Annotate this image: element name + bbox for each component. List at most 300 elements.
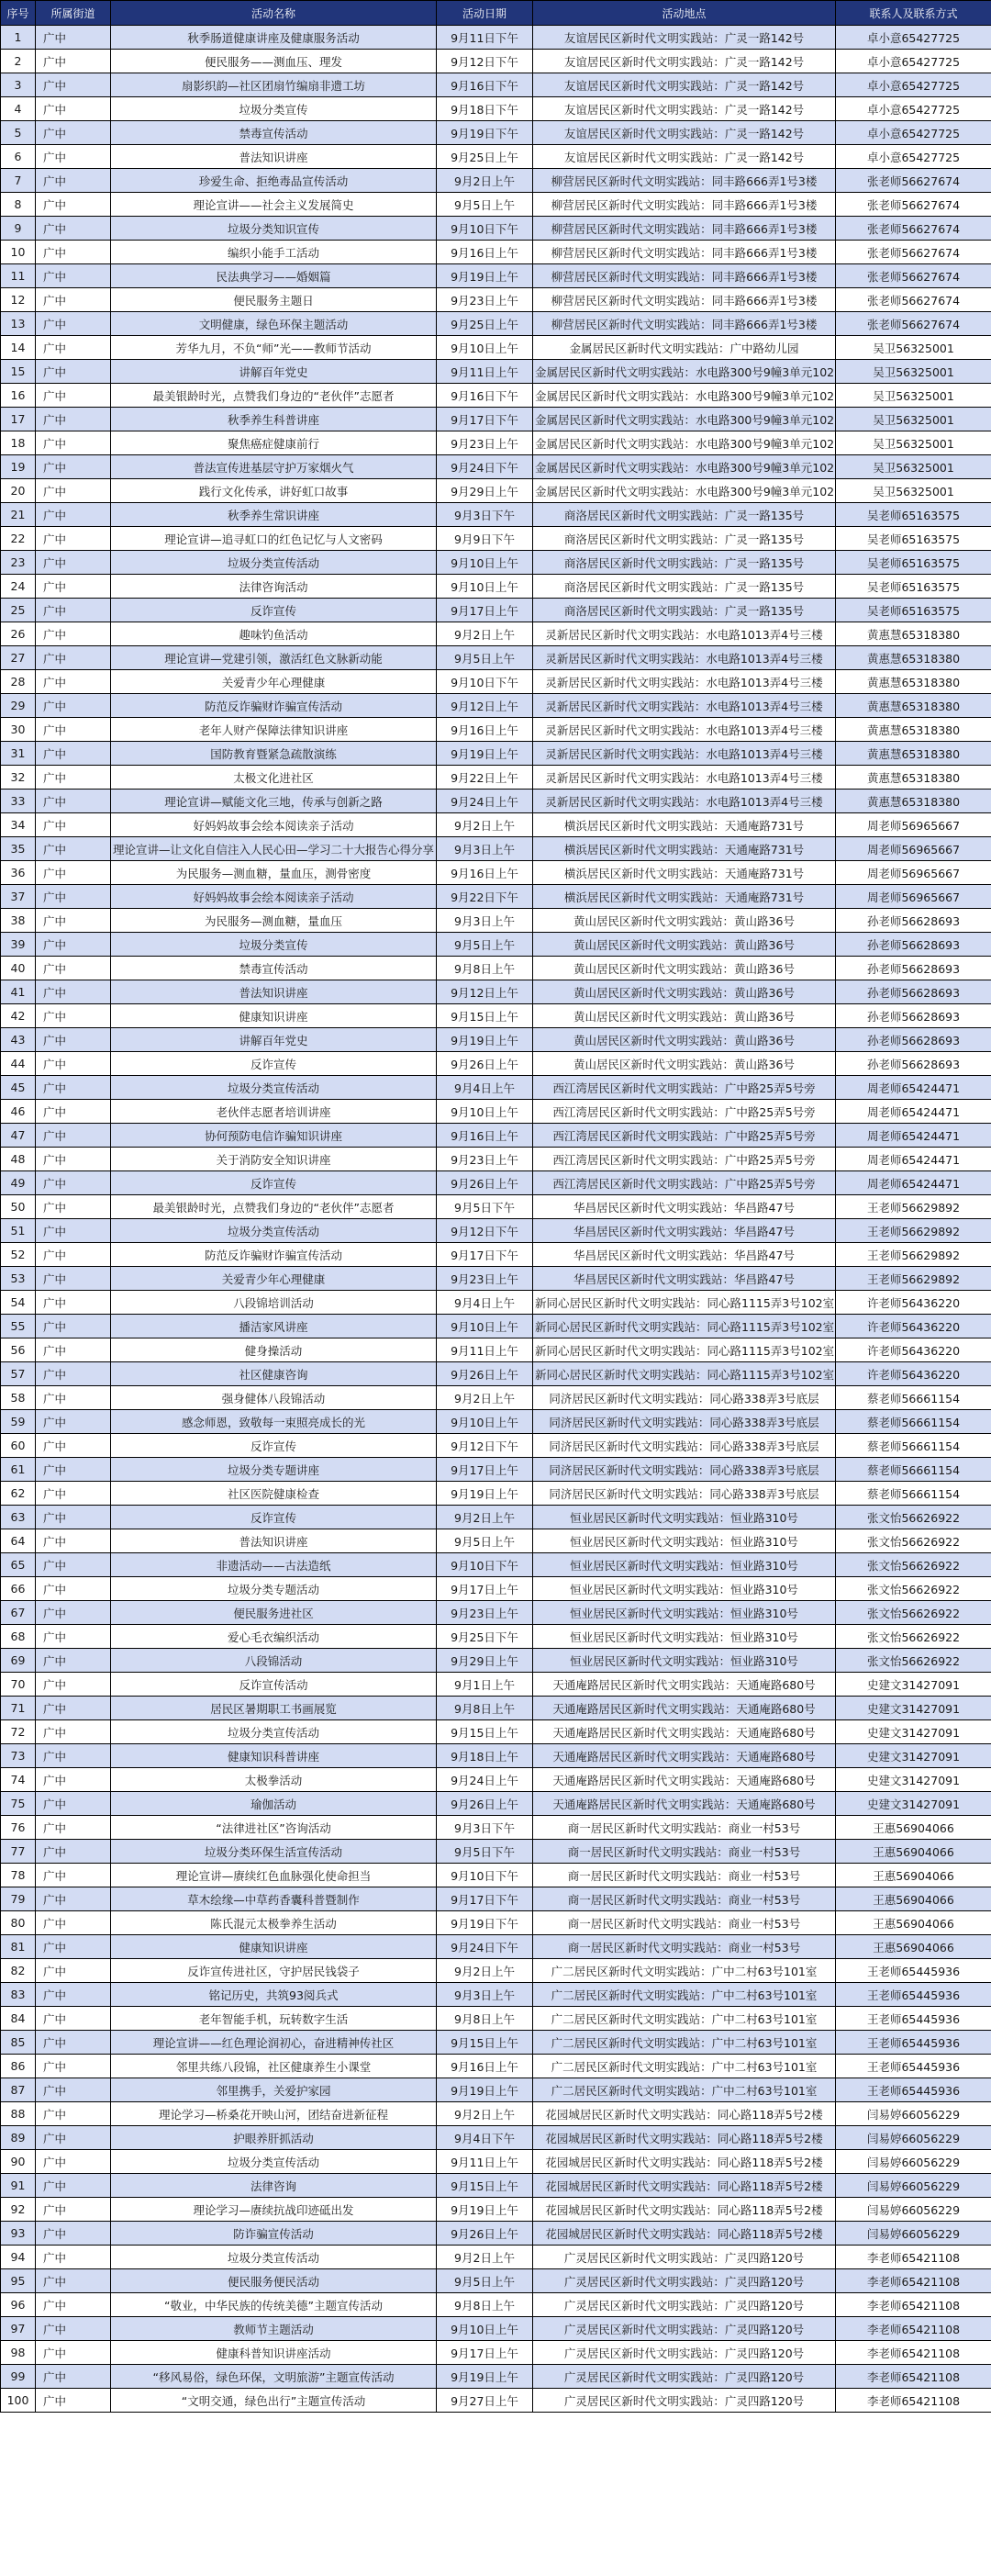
cell-activity-date: 9月3日上午 <box>437 909 533 933</box>
cell-contact: 蔡老师56661154 <box>836 1386 991 1410</box>
cell-activity-name: 反诈宣传 <box>111 1506 437 1529</box>
cell-activity-date: 9月19日下午 <box>437 1911 533 1935</box>
table-row <box>1 1673 991 1697</box>
cell-activity-name: 好妈妈故事会绘本阅读亲子活动 <box>111 813 437 837</box>
cell-index: 63 <box>1 1506 36 1529</box>
cell-index: 65 <box>1 1553 36 1577</box>
cell-activity-date: 9月16日上午 <box>437 861 533 885</box>
cell-contact: 王惠56904066 <box>836 1935 991 1959</box>
table-row <box>1 455 991 479</box>
cell-contact: 王老师56629892 <box>836 1195 991 1219</box>
cell-contact: 吴卫56325001 <box>836 336 991 360</box>
cell-location: 金属居民区新时代文明实践站：水电路300号9幢3单元102 <box>533 455 836 479</box>
cell-activity-name: 关于消防安全知识讲座 <box>111 1148 437 1171</box>
cell-district: 广中 <box>36 1267 111 1291</box>
cell-location: 天通庵路居民区新时代文明实践站：天通庵路680号 <box>533 1697 836 1720</box>
cell-index: 43 <box>1 1028 36 1052</box>
cell-activity-name: 秋季养生科普讲座 <box>111 408 437 431</box>
cell-activity-name: 聚焦癌症健康前行 <box>111 431 437 455</box>
cell-activity-name: 防诈骗宣传活动 <box>111 2222 437 2246</box>
cell-index: 96 <box>1 2293 36 2317</box>
cell-location: 商洛居民区新时代文明实践站：广灵一路135号 <box>533 527 836 551</box>
cell-index: 97 <box>1 2317 36 2341</box>
table-row <box>1 1076 991 1100</box>
cell-district: 广中 <box>36 813 111 837</box>
cell-activity-name: 协何预防电信诈骗知识讲座 <box>111 1124 437 1148</box>
cell-contact: 卓小意65427725 <box>836 73 991 97</box>
cell-activity-name: 垃圾分类专题活动 <box>111 1577 437 1601</box>
cell-activity-date: 9月17日下午 <box>437 1243 533 1267</box>
cell-index: 19 <box>1 455 36 479</box>
cell-index: 79 <box>1 1887 36 1911</box>
cell-activity-name: 太极文化进社区 <box>111 766 437 790</box>
cell-activity-date: 9月23日上午 <box>437 431 533 455</box>
cell-activity-name: 理论宣讲—党建引领，激活红色文脉新动能 <box>111 646 437 670</box>
cell-contact: 黄惠慧65318380 <box>836 766 991 790</box>
cell-location: 柳营居民区新时代文明实践站：同丰路666弄1号3楼 <box>533 241 836 264</box>
cell-activity-date: 9月11日上午 <box>437 360 533 384</box>
table-row <box>1 217 991 241</box>
cell-activity-name: 教师节主题活动 <box>111 2317 437 2341</box>
cell-location: 黄山居民区新时代文明实践站：黄山路36号 <box>533 957 836 980</box>
cell-district: 广中 <box>36 718 111 742</box>
cell-location: 同济居民区新时代文明实践站：同心路338弄3号底层 <box>533 1458 836 1482</box>
cell-location: 金属居民区新时代文明实践站：水电路300号9幢3单元102 <box>533 384 836 408</box>
header-cell-activity-date: 活动日期 <box>437 1 533 26</box>
cell-contact: 周老师56965667 <box>836 861 991 885</box>
cell-activity-date: 9月1日上午 <box>437 1673 533 1697</box>
cell-district: 广中 <box>36 885 111 909</box>
cell-activity-name: 禁毒宣传活动 <box>111 121 437 145</box>
cell-district: 广中 <box>36 2269 111 2293</box>
cell-location: 新同心居民区新时代文明实践站：同心路1115弄3号102室 <box>533 1315 836 1338</box>
cell-district: 广中 <box>36 2007 111 2031</box>
cell-district: 广中 <box>36 1195 111 1219</box>
cell-contact: 张老师56627674 <box>836 264 991 288</box>
table-row <box>1 169 991 193</box>
cell-contact: 王老师65445936 <box>836 2055 991 2078</box>
cell-activity-name: 便民服务——测血压、理发 <box>111 50 437 73</box>
cell-index: 61 <box>1 1458 36 1482</box>
cell-location: 同济居民区新时代文明实践站：同心路338弄3号底层 <box>533 1410 836 1434</box>
cell-contact: 张文怡56626922 <box>836 1625 991 1649</box>
cell-index: 20 <box>1 479 36 503</box>
cell-activity-date: 9月10日上午 <box>437 575 533 599</box>
cell-activity-name: 便民服务主题日 <box>111 288 437 312</box>
cell-activity-date: 9月19日下午 <box>437 121 533 145</box>
cell-activity-name: 护眼养肝抓活动 <box>111 2126 437 2150</box>
cell-activity-name: 陈氏混元太极拳养生活动 <box>111 1911 437 1935</box>
cell-index: 38 <box>1 909 36 933</box>
cell-activity-name: 讲解百年党史 <box>111 1028 437 1052</box>
header-row <box>1 1 991 26</box>
cell-activity-name: 垃圾分类宣传活动 <box>111 551 437 575</box>
cell-contact: 王惠56904066 <box>836 1816 991 1840</box>
table-row <box>1 622 991 646</box>
cell-index: 88 <box>1 2102 36 2126</box>
cell-contact: 王老师65445936 <box>836 1983 991 2007</box>
cell-activity-date: 9月16日上午 <box>437 241 533 264</box>
cell-index: 27 <box>1 646 36 670</box>
cell-location: 天通庵路居民区新时代文明实践站：天通庵路680号 <box>533 1792 836 1816</box>
cell-activity-date: 9月15日上午 <box>437 2031 533 2055</box>
cell-activity-date: 9月19日上午 <box>437 1482 533 1506</box>
cell-district: 广中 <box>36 1100 111 1124</box>
cell-location: 友谊居民区新时代文明实践站：广灵一路142号 <box>533 50 836 73</box>
cell-activity-date: 9月24日下午 <box>437 1935 533 1959</box>
cell-index: 30 <box>1 718 36 742</box>
cell-district: 广中 <box>36 599 111 622</box>
cell-contact: 卓小意65427725 <box>836 50 991 73</box>
cell-district: 广中 <box>36 312 111 336</box>
cell-index: 64 <box>1 1529 36 1553</box>
cell-activity-date: 9月25日上午 <box>437 145 533 169</box>
cell-activity-name: 垃圾分类专题讲座 <box>111 1458 437 1482</box>
cell-contact: 王惠56904066 <box>836 1911 991 1935</box>
cell-activity-date: 9月10日上午 <box>437 551 533 575</box>
cell-district: 广中 <box>36 1315 111 1338</box>
cell-activity-date: 9月15日上午 <box>437 1720 533 1744</box>
cell-contact: 卓小意65427725 <box>836 97 991 121</box>
cell-location: 恒业居民区新时代文明实践站：恒业路310号 <box>533 1553 836 1577</box>
cell-district: 广中 <box>36 2102 111 2126</box>
cell-index: 25 <box>1 599 36 622</box>
cell-contact: 周老师65424471 <box>836 1124 991 1148</box>
header-cell-contact: 联系人及联系方式 <box>836 1 991 26</box>
cell-index: 55 <box>1 1315 36 1338</box>
header-cell-activity-name: 活动名称 <box>111 1 437 26</box>
table-row <box>1 264 991 288</box>
cell-index: 10 <box>1 241 36 264</box>
table-row <box>1 861 991 885</box>
cell-index: 83 <box>1 1983 36 2007</box>
cell-location: 广二居民区新时代文明实践站：广中二村63号101室 <box>533 1983 836 2007</box>
cell-activity-name: 最美银龄时光，点赞我们身边的“老伙伴”志愿者 <box>111 384 437 408</box>
cell-index: 1 <box>1 26 36 50</box>
cell-district: 广中 <box>36 1362 111 1386</box>
cell-activity-name: 健康科普知识讲座活动 <box>111 2341 437 2365</box>
cell-district: 广中 <box>36 264 111 288</box>
cell-contact: 许老师56436220 <box>836 1291 991 1315</box>
cell-location: 广灵居民区新时代文明实践站：广灵四路120号 <box>533 2389 836 2413</box>
table-row <box>1 2365 991 2389</box>
cell-activity-date: 9月23日上午 <box>437 1601 533 1625</box>
cell-location: 西江湾居民区新时代文明实践站：广中路25弄5号旁 <box>533 1076 836 1100</box>
cell-activity-name: 反诈宣传活动 <box>111 1673 437 1697</box>
cell-location: 灵新居民区新时代文明实践站：水电路1013弄4号三楼 <box>533 766 836 790</box>
cell-activity-name: 邻里共练八段锦，社区健康养生小课堂 <box>111 2055 437 2078</box>
table-row <box>1 1744 991 1768</box>
table-row <box>1 933 991 957</box>
cell-district: 广中 <box>36 360 111 384</box>
cell-location: 恒业居民区新时代文明实践站：恒业路310号 <box>533 1506 836 1529</box>
cell-index: 98 <box>1 2341 36 2365</box>
table-row <box>1 1362 991 1386</box>
table-row <box>1 1315 991 1338</box>
table-row <box>1 2174 991 2198</box>
cell-district: 广中 <box>36 2246 111 2269</box>
cell-index: 91 <box>1 2174 36 2198</box>
cell-location: 花园城居民区新时代文明实践站：同心路118弄5号2楼 <box>533 2102 836 2126</box>
cell-activity-date: 9月19日上午 <box>437 2198 533 2222</box>
cell-index: 33 <box>1 790 36 813</box>
cell-activity-date: 9月16日上午 <box>437 718 533 742</box>
cell-activity-name: 防范反诈骗财诈骗宣传活动 <box>111 694 437 718</box>
cell-activity-name: 好妈妈故事会绘本阅读亲子活动 <box>111 885 437 909</box>
table-row <box>1 885 991 909</box>
cell-contact: 黄惠慧65318380 <box>836 646 991 670</box>
cell-district: 广中 <box>36 1124 111 1148</box>
table-row <box>1 575 991 599</box>
cell-location: 黄山居民区新时代文明实践站：黄山路36号 <box>533 1052 836 1076</box>
cell-activity-date: 9月12日下午 <box>437 1219 533 1243</box>
cell-activity-date: 9月10日下午 <box>437 217 533 241</box>
cell-district: 广中 <box>36 1171 111 1195</box>
cell-district: 广中 <box>36 1219 111 1243</box>
table-row <box>1 1935 991 1959</box>
cell-activity-date: 9月27日上午 <box>437 2389 533 2413</box>
cell-contact: 周老师56965667 <box>836 885 991 909</box>
table-row <box>1 384 991 408</box>
cell-location: 西江湾居民区新时代文明实践站：广中路25弄5号旁 <box>533 1171 836 1195</box>
cell-district: 广中 <box>36 1434 111 1458</box>
cell-location: 西江湾居民区新时代文明实践站：广中路25弄5号旁 <box>533 1148 836 1171</box>
cell-activity-date: 9月17日上午 <box>437 599 533 622</box>
cell-activity-date: 9月15日上午 <box>437 2174 533 2198</box>
cell-activity-name: 讲解百年党史 <box>111 360 437 384</box>
cell-district: 广中 <box>36 1911 111 1935</box>
cell-activity-name: 秋季肠道健康讲座及健康服务活动 <box>111 26 437 50</box>
cell-district: 广中 <box>36 1553 111 1577</box>
cell-contact: 李老师65421108 <box>836 2293 991 2317</box>
cell-contact: 闫易婷66056229 <box>836 2174 991 2198</box>
cell-contact: 闫易婷66056229 <box>836 2198 991 2222</box>
cell-activity-name: 感念师恩，致敬每一束照亮成长的光 <box>111 1410 437 1434</box>
cell-index: 68 <box>1 1625 36 1649</box>
cell-district: 广中 <box>36 1649 111 1673</box>
cell-contact: 王老师56629892 <box>836 1219 991 1243</box>
cell-district: 广中 <box>36 1983 111 2007</box>
cell-index: 56 <box>1 1338 36 1362</box>
cell-index: 54 <box>1 1291 36 1315</box>
cell-contact: 王惠56904066 <box>836 1864 991 1887</box>
table-row <box>1 73 991 97</box>
cell-location: 商洛居民区新时代文明实践站：广灵一路135号 <box>533 575 836 599</box>
cell-index: 26 <box>1 622 36 646</box>
cell-activity-name: 强身健体八段锦活动 <box>111 1386 437 1410</box>
cell-activity-name: 垃圾分类宣传活动 <box>111 1076 437 1100</box>
cell-location: 同济居民区新时代文明实践站：同心路338弄3号底层 <box>533 1434 836 1458</box>
cell-index: 82 <box>1 1959 36 1983</box>
cell-index: 53 <box>1 1267 36 1291</box>
cell-index: 90 <box>1 2150 36 2174</box>
table-row <box>1 957 991 980</box>
cell-index: 92 <box>1 2198 36 2222</box>
cell-activity-name: 健康知识科普讲座 <box>111 1744 437 1768</box>
cell-activity-name: “敬业，中华民族的传统美德”主题宣传活动 <box>111 2293 437 2317</box>
table-row <box>1 1291 991 1315</box>
cell-contact: 卓小意65427725 <box>836 145 991 169</box>
cell-activity-name: 八段锦培训活动 <box>111 1291 437 1315</box>
cell-district: 广中 <box>36 2078 111 2102</box>
table-row <box>1 980 991 1004</box>
cell-district: 广中 <box>36 1625 111 1649</box>
cell-location: 商一居民区新时代文明实践站：商业一村53号 <box>533 1911 836 1935</box>
cell-location: 广灵居民区新时代文明实践站：广灵四路120号 <box>533 2246 836 2269</box>
cell-location: 广二居民区新时代文明实践站：广中二村63号101室 <box>533 2031 836 2055</box>
table-row <box>1 2341 991 2365</box>
table-row <box>1 1864 991 1887</box>
cell-contact: 蔡老师56661154 <box>836 1482 991 1506</box>
cell-contact: 周老师56965667 <box>836 813 991 837</box>
cell-activity-date: 9月2日上午 <box>437 2246 533 2269</box>
table-row <box>1 288 991 312</box>
cell-location: 广灵居民区新时代文明实践站：广灵四路120号 <box>533 2365 836 2389</box>
cell-contact: 许老师56436220 <box>836 1338 991 1362</box>
cell-contact: 黄惠慧65318380 <box>836 718 991 742</box>
cell-contact: 卓小意65427725 <box>836 121 991 145</box>
cell-index: 51 <box>1 1219 36 1243</box>
cell-index: 78 <box>1 1864 36 1887</box>
cell-activity-name: 理论学习—桥桑花开映山河，团结奋进新征程 <box>111 2102 437 2126</box>
cell-activity-name: 反诈宣传 <box>111 1171 437 1195</box>
cell-activity-date: 9月17日上午 <box>437 1577 533 1601</box>
cell-location: 广灵居民区新时代文明实践站：广灵四路120号 <box>533 2341 836 2365</box>
cell-index: 28 <box>1 670 36 694</box>
cell-district: 广中 <box>36 97 111 121</box>
cell-index: 23 <box>1 551 36 575</box>
table-row <box>1 1148 991 1171</box>
cell-index: 41 <box>1 980 36 1004</box>
cell-district: 广中 <box>36 73 111 97</box>
cell-district: 广中 <box>36 837 111 861</box>
cell-location: 灵新居民区新时代文明实践站：水电路1013弄4号三楼 <box>533 742 836 766</box>
cell-activity-name: 便民服务进社区 <box>111 1601 437 1625</box>
cell-location: 西江湾居民区新时代文明实践站：广中路25弄5号旁 <box>533 1124 836 1148</box>
cell-activity-name: 老年人财产保障法律知识讲座 <box>111 718 437 742</box>
cell-contact: 周老师56965667 <box>836 837 991 861</box>
cell-location: 广灵居民区新时代文明实践站：广灵四路120号 <box>533 2317 836 2341</box>
cell-index: 73 <box>1 1744 36 1768</box>
table-row <box>1 1768 991 1792</box>
cell-activity-date: 9月4日上午 <box>437 1076 533 1100</box>
cell-activity-date: 9月10日下午 <box>437 1553 533 1577</box>
cell-activity-date: 9月8日上午 <box>437 957 533 980</box>
cell-contact: 张文怡56626922 <box>836 1577 991 1601</box>
cell-index: 60 <box>1 1434 36 1458</box>
cell-activity-date: 9月10日上午 <box>437 336 533 360</box>
table-row <box>1 1052 991 1076</box>
cell-activity-date: 9月26日上午 <box>437 2222 533 2246</box>
cell-location: 天通庵路居民区新时代文明实践站：天通庵路680号 <box>533 1720 836 1744</box>
cell-district: 广中 <box>36 980 111 1004</box>
cell-activity-name: 铭记历史，共筑93阅兵式 <box>111 1983 437 2007</box>
cell-activity-date: 9月2日上午 <box>437 1506 533 1529</box>
cell-contact: 史建文31427091 <box>836 1720 991 1744</box>
cell-activity-name: 健康知识讲座 <box>111 1004 437 1028</box>
cell-district: 广中 <box>36 1673 111 1697</box>
cell-activity-name: 健康知识讲座 <box>111 1935 437 1959</box>
cell-contact: 许老师56436220 <box>836 1362 991 1386</box>
cell-index: 87 <box>1 2078 36 2102</box>
cell-district: 广中 <box>36 1052 111 1076</box>
cell-activity-name: 国防教育暨紧急疏散演练 <box>111 742 437 766</box>
cell-index: 42 <box>1 1004 36 1028</box>
cell-index: 50 <box>1 1195 36 1219</box>
cell-location: 华昌居民区新时代文明实践站：华昌路47号 <box>533 1267 836 1291</box>
cell-district: 广中 <box>36 646 111 670</box>
cell-location: 横浜居民区新时代文明实践站：天通庵路731号 <box>533 861 836 885</box>
cell-location: 商洛居民区新时代文明实践站：广灵一路135号 <box>533 599 836 622</box>
cell-district: 广中 <box>36 1959 111 1983</box>
cell-contact: 王惠56904066 <box>836 1840 991 1864</box>
cell-contact: 史建文31427091 <box>836 1792 991 1816</box>
table-row <box>1 1100 991 1124</box>
cell-contact: 张老师56627674 <box>836 241 991 264</box>
cell-index: 89 <box>1 2126 36 2150</box>
cell-district: 广中 <box>36 2222 111 2246</box>
cell-contact: 张文怡56626922 <box>836 1601 991 1625</box>
table-row <box>1 336 991 360</box>
table-row <box>1 670 991 694</box>
cell-activity-date: 9月5日上午 <box>437 646 533 670</box>
cell-activity-name: 理论宣讲—让文化自信注入人民心田—学习二十大报告心得分享 <box>111 837 437 861</box>
table-row <box>1 1577 991 1601</box>
table-row <box>1 1338 991 1362</box>
cell-district: 广中 <box>36 575 111 599</box>
cell-contact: 李老师65421108 <box>836 2389 991 2413</box>
cell-index: 12 <box>1 288 36 312</box>
cell-index: 66 <box>1 1577 36 1601</box>
cell-contact: 王老师65445936 <box>836 1959 991 1983</box>
cell-district: 广中 <box>36 551 111 575</box>
cell-location: 灵新居民区新时代文明实践站：水电路1013弄4号三楼 <box>533 622 836 646</box>
table-row <box>1 527 991 551</box>
cell-activity-date: 9月24日下午 <box>437 455 533 479</box>
cell-district: 广中 <box>36 2198 111 2222</box>
cell-location: 柳营居民区新时代文明实践站：同丰路666弄1号3楼 <box>533 312 836 336</box>
cell-contact: 黄惠慧65318380 <box>836 622 991 646</box>
cell-district: 广中 <box>36 288 111 312</box>
cell-contact: 周老师65424471 <box>836 1076 991 1100</box>
table-row <box>1 1553 991 1577</box>
table-row <box>1 1816 991 1840</box>
cell-location: 花园城居民区新时代文明实践站：同心路118弄5号2楼 <box>533 2198 836 2222</box>
cell-district: 广中 <box>36 1816 111 1840</box>
cell-activity-date: 9月10日上午 <box>437 1315 533 1338</box>
cell-activity-name: 垃圾分类宣传 <box>111 933 437 957</box>
cell-activity-name: 理论宣讲——红色理论润初心，奋进精神传社区 <box>111 2031 437 2055</box>
cell-index: 21 <box>1 503 36 527</box>
cell-location: 同济居民区新时代文明实践站：同心路338弄3号底层 <box>533 1482 836 1506</box>
cell-index: 57 <box>1 1362 36 1386</box>
cell-activity-name: “移风易俗，绿色环保，文明旅游”主题宣传活动 <box>111 2365 437 2389</box>
cell-activity-date: 9月10日上午 <box>437 1100 533 1124</box>
cell-activity-name: 反诈宣传 <box>111 1434 437 1458</box>
cell-district: 广中 <box>36 431 111 455</box>
cell-district: 广中 <box>36 1291 111 1315</box>
cell-activity-name: 民法典学习——婚姻篇 <box>111 264 437 288</box>
cell-activity-date: 9月5日上午 <box>437 193 533 217</box>
table-row <box>1 2317 991 2341</box>
table-row <box>1 909 991 933</box>
cell-location: 横浜居民区新时代文明实践站：天通庵路731号 <box>533 885 836 909</box>
cell-district: 广中 <box>36 2150 111 2174</box>
table-row <box>1 1410 991 1434</box>
cell-district: 广中 <box>36 2341 111 2365</box>
cell-contact: 黄惠慧65318380 <box>836 790 991 813</box>
header-cell-district: 所属街道 <box>36 1 111 26</box>
